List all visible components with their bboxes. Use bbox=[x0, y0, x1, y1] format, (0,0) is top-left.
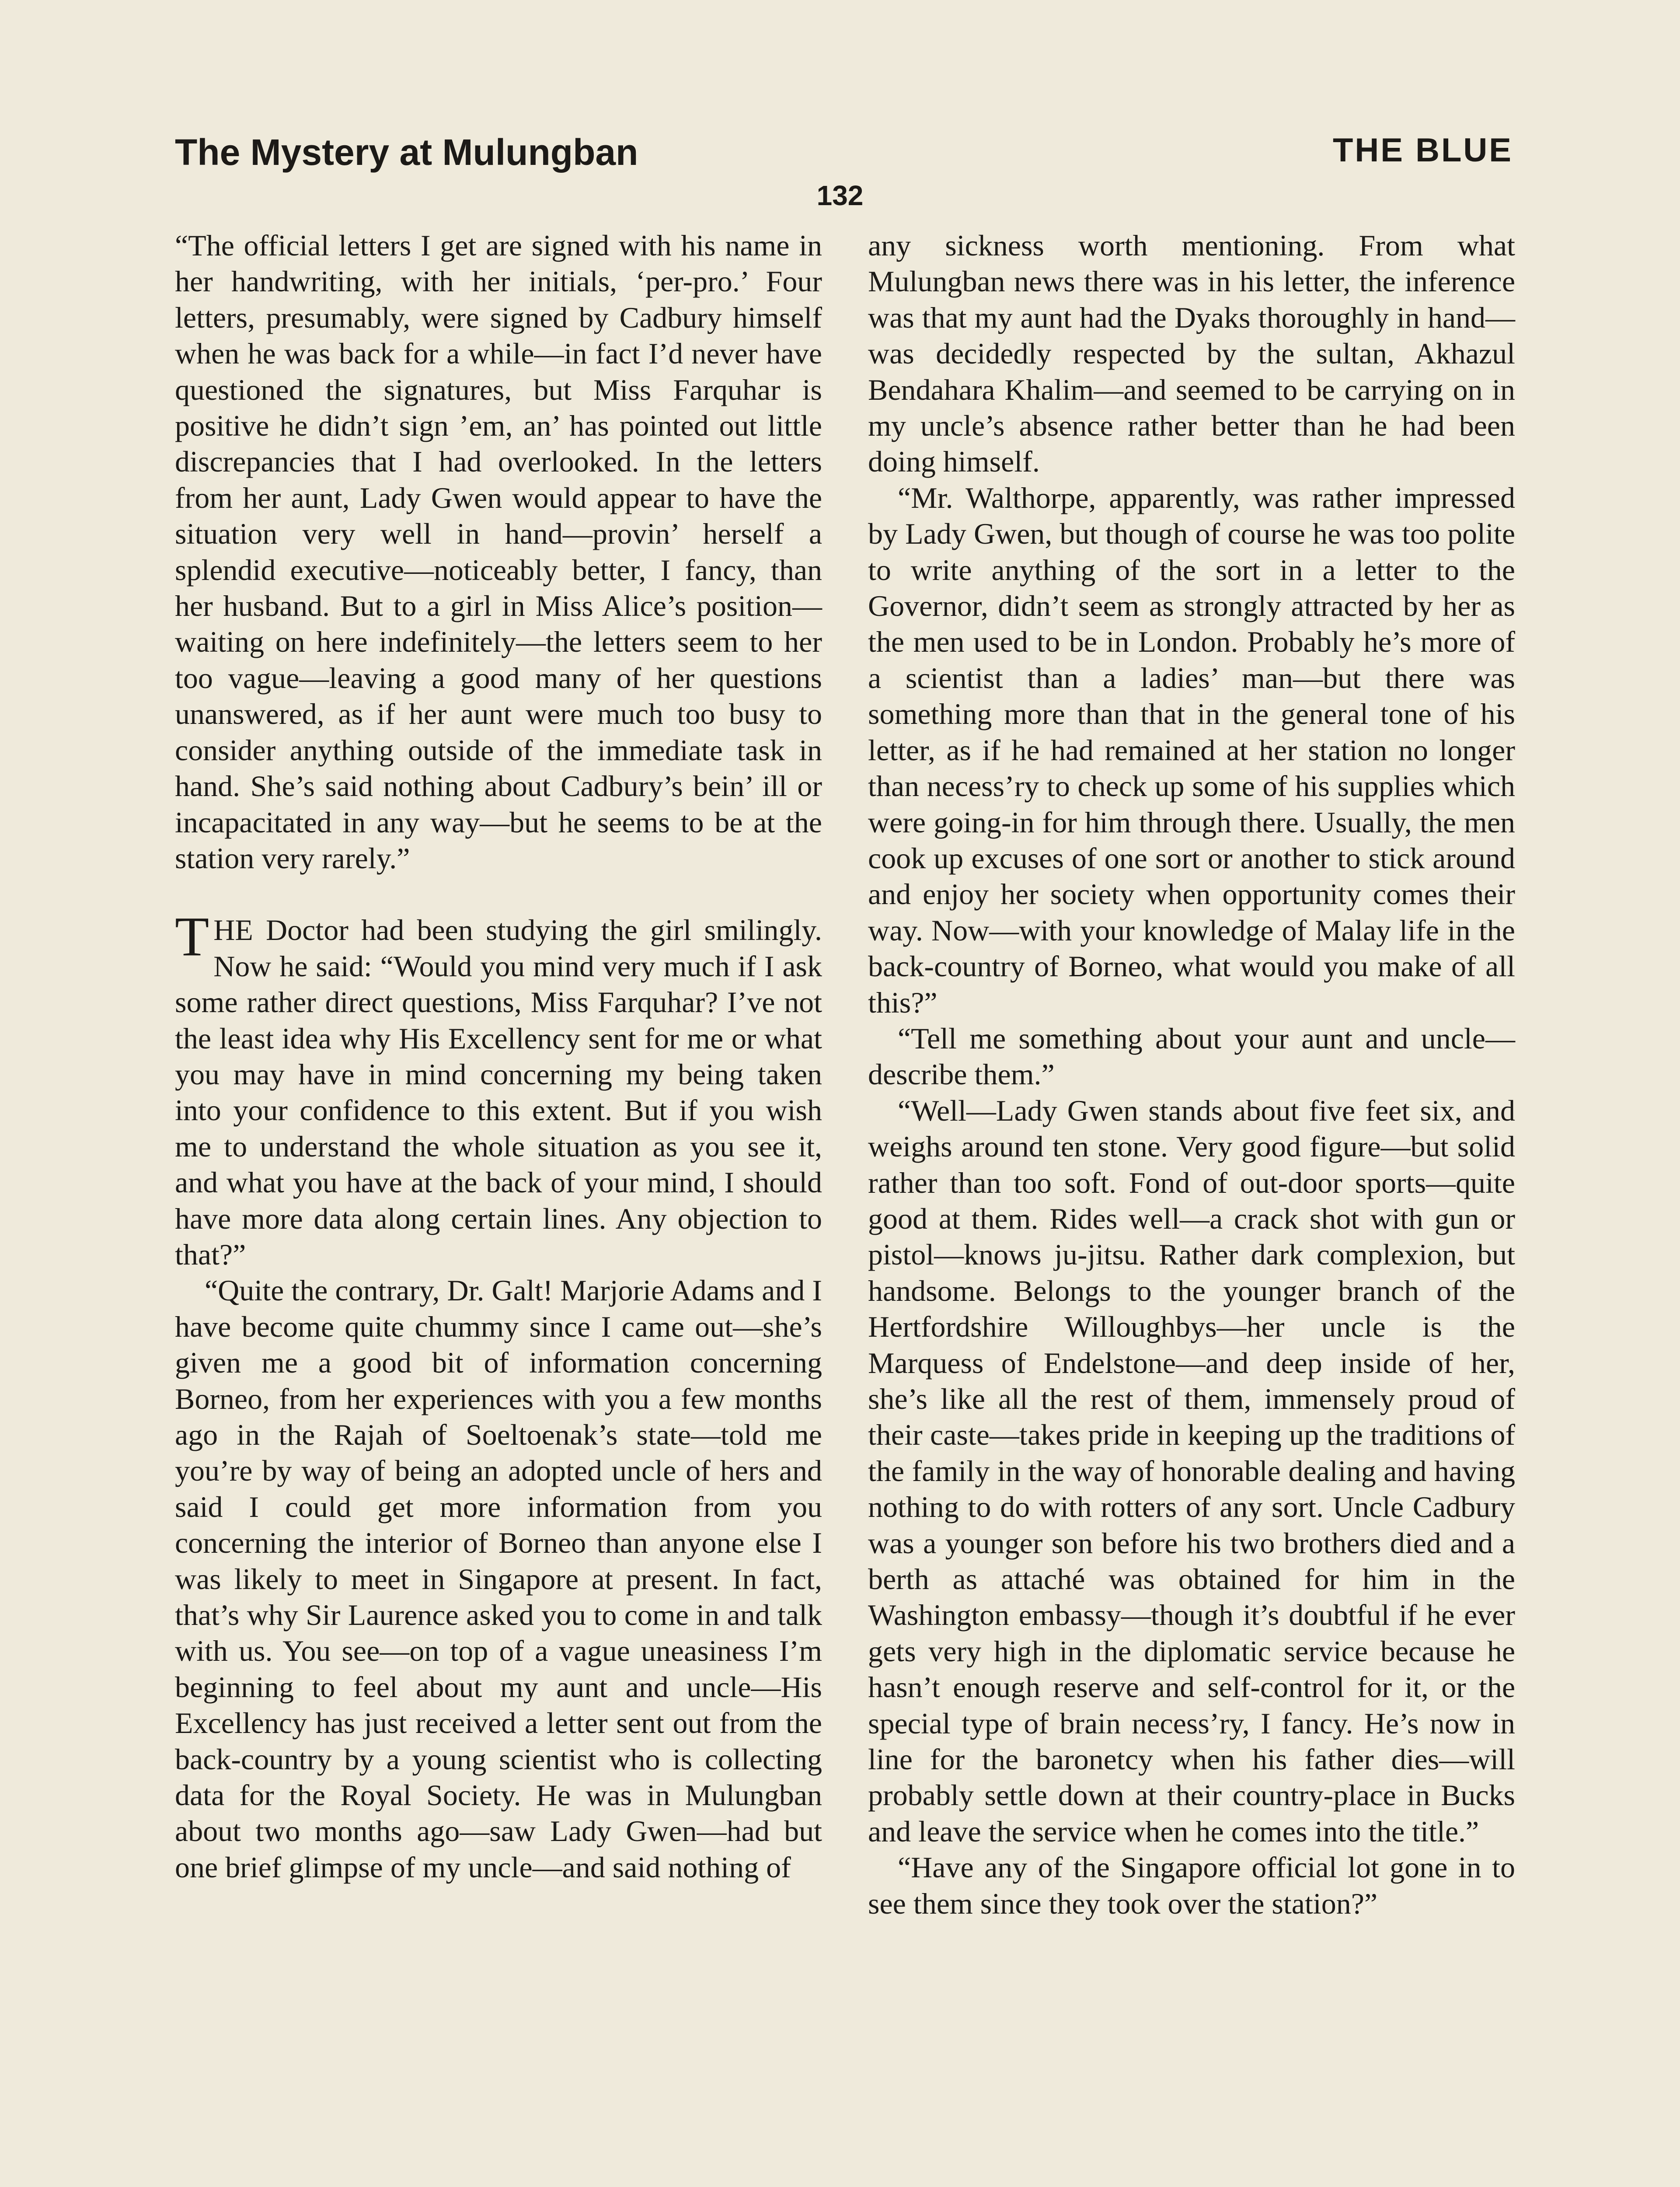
paragraph: “Well—Lady Gwen stands about five feet six, and weighs around ten stone. Very good figure—but solid rather than too soft. Fond of out-door sports—quite good at them. Rides well—a crack shot with gun or pistol—knows ju-jitsu. Rather dark complexion, but handsome. Belongs to the younger branch of the Hertfordshire Willoughbys—her uncle is the Marquess of Endelstone—and deep inside of her, she’s like all the rest of them, immensely proud of their caste—takes pride in keeping up the traditions of the family in the way of honorable dealing and having nothing to do with rotters of any sort. Uncle Cadbury was a younger son before his two brothers died and a berth as attaché was obtained for him in the Washington embassy—though it’s doubtful if he ever gets very high in the diplomatic service because he hasn’t enough reserve and self-control for it, or the special type of brain necess’ry, I fancy. He’s now in line for the baronetcy when his father dies—will probably settle down at their country-place in Bucks and leave the service when he comes into the title.” bbox=[868, 1094, 1515, 1848]
magazine-name: THE BLUE bbox=[1333, 132, 1513, 169]
drop-cap: T bbox=[175, 905, 209, 968]
paragraph: any sickness worth mentioning. From what Mulungban news there was in his letter, the inference was that my aunt had the Dyaks thoroughly in hand—was decidedly respected by the sultan, Akhazul Bendahara Khalim—and seemed to be carrying on in my uncle’s absence rather better than he had been doing himself. bbox=[868, 229, 1515, 479]
paragraph: “Mr. Walthorpe, apparently, was rather impressed by Lady Gwen, but though of course he was too polite to write anything of the sort in a letter to the Governor, didn’t seem as strongly attracted by her as the men used to be in London. Probably he’s more of a scientist than a ladies’ man—but there was something more than that in the general tone of his letter, as if he had remained at her station no longer than necess’ry to check up some of his supplies which were going-in for him through there. Usually, the men cook up excuses of one sort or another to stick around and enjoy her society when opportunity comes their way. Now—with your knowledge of Malay life in the back-country of Borneo, what would you make of all this?” bbox=[868, 481, 1515, 1019]
paragraph: “Tell me something about your aunt and uncle—describe them.” bbox=[868, 1021, 1515, 1091]
right-column bbox=[868, 227, 1515, 1921]
section-paragraph bbox=[175, 905, 822, 1272]
paragraph: “The official letters I get are signed with his name in her handwriting, with her initials, ‘per-pro.’ Four letters, presumably, were signed by Cadbury himself when he was back for a while—in fact I’d never have questioned the signatures, but Miss Farquhar is positive he didn’t sign ’em, an’ has pointed out little discrepancies that I had overlooked. In the letters from her aunt, Lady Gwen would appear to have the situation very well in hand—provin’ herself a splendid executive—noticeably better, I fancy, than her husband. But to a girl in Miss Alice’s position—waiting on here indefinitely—the letters seem to her too vague—leaving a good many of her questions unanswered, as if her aunt were much too busy to consider anything outside of the immediate task in hand. She’s said nothing about Cadbury’s bein’ ill or incapacitated in any way—but he seems to be at the station very rarely.” bbox=[175, 229, 822, 875]
paragraph: “Quite the contrary, Dr. Galt! Marjorie Adams and I have become quite chummy since I came out—she’s given me a good bit of information concerning Borneo, from her experiences with you a few months ago in the Rajah of Soeltoenak’s state—told me you’re by way of being an adopted uncle of hers and said I could get more information from you concerning the interior of Borneo than anyone else I was likely to meet in Singapore at present. In fact, that’s why Sir Laurence asked you to come in and talk with us. You see—on top of a vague uneasiness I’m beginning to feel about my aunt and uncle—His Excellency has just received a letter sent out from the back-country by a young scientist who is collecting data for the Royal Society. He was in Mulungban about two months ago—saw Lady Gwen—had but one brief glimpse of my uncle—and said nothing of bbox=[175, 1274, 822, 1884]
page-number: 132 bbox=[816, 180, 864, 211]
paragraph: “Have any of the Singapore official lot gone in to see them since they took over the station?” bbox=[868, 1851, 1515, 1920]
paragraph-text: HE Doctor had been studying the girl smilingly. Now he said: “Would you mind very much if I ask some rather direct questions, Miss Farquhar? I’ve not the least idea why His Excellency sent for me or what you may have in mind concerning my being taken into your confidence to this extent. But if you wish me to understand the whole situation as you see it, and what you have at the back of your mind, I should have more data along certain lines. Any objection to that?” bbox=[175, 913, 822, 1271]
left-column bbox=[175, 227, 822, 1885]
story-title: The Mystery at Mulungban bbox=[175, 132, 638, 173]
